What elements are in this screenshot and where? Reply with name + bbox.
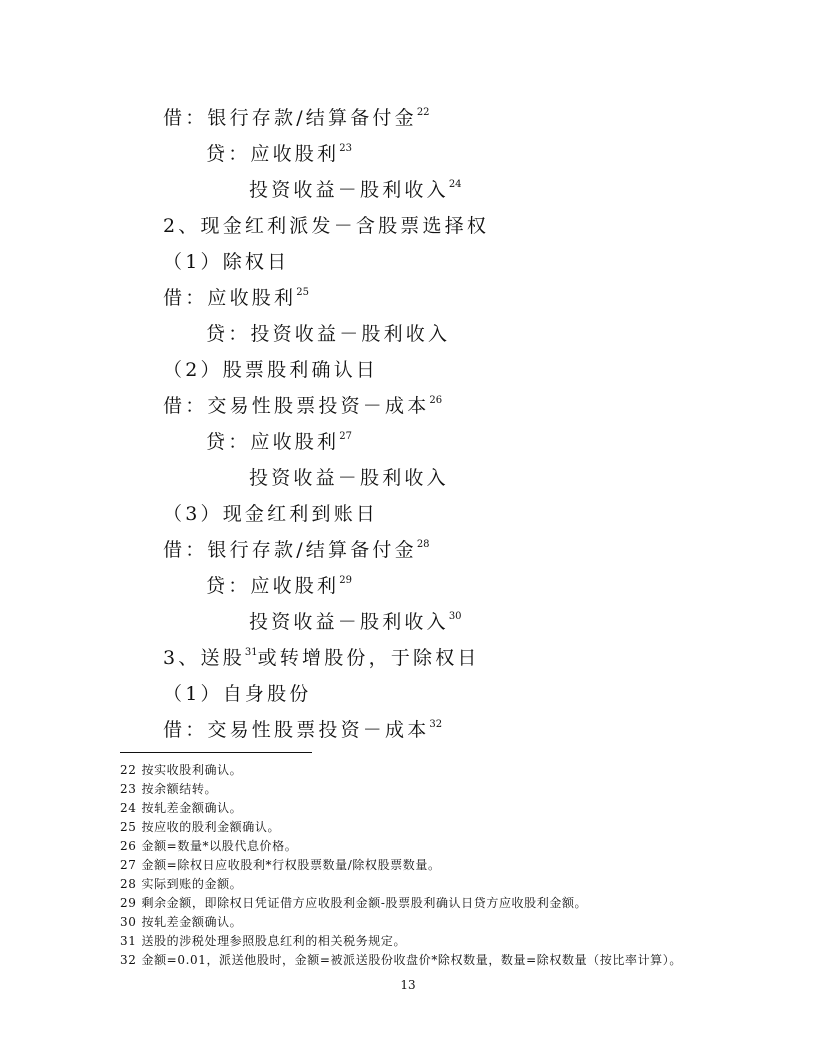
section-heading-3: 3、送股$^{31}$或转增股份，于除权日 [163, 647, 480, 669]
footnote: 26 金额=数量*以股代息价格。 [120, 839, 298, 853]
footnote-ref: 30 [448, 611, 462, 622]
footnote: 24 按轧差金额确认。 [120, 801, 243, 815]
entry-credit-investment-income: 投资收益－股利收入$^{24}$ [249, 179, 462, 201]
subsection-heading: （2）股票股利确认日 [163, 359, 379, 381]
footnote: 31 送股的涉税处理参照股息红利的相关税务规定。 [120, 934, 407, 948]
footnote-ref: 29 [339, 575, 352, 586]
page-number: 13 [400, 978, 416, 992]
footnote-ref: 22 [416, 107, 430, 118]
footnote-separator [120, 752, 312, 753]
footnote-ref: 26 [429, 395, 443, 406]
footnote: 25 按应收的股利金额确认。 [120, 820, 281, 834]
footnote: 22 按实收股利确认。 [120, 763, 243, 777]
footnote-ref: 25 [296, 287, 309, 298]
footnote: 23 按余额结转。 [120, 782, 218, 796]
footnote-ref: 28 [416, 539, 430, 550]
footnote-ref: 24 [448, 179, 462, 190]
entry-debit-trading-stock: 借：交易性股票投资－成本$^{26}$ [163, 395, 443, 417]
footnote: 30 按轧差金额确认。 [120, 915, 243, 929]
section-heading-2: 2、现金红利派发－含股票选择权 [163, 215, 490, 237]
footnote-ref: 31 [244, 647, 258, 658]
entry-credit-investment-income: 贷：投资收益－股利收入 [206, 323, 451, 345]
footnote-ref: 23 [339, 143, 352, 154]
entry-debit-bank-deposit: 借：银行存款/结算备付金$^{22}$ [163, 107, 430, 129]
footnote: 27 金额=除权日应收股利*行权股票数量/除权股票数量。 [120, 858, 441, 872]
entry-debit-dividend-receivable: 借：应收股利$^{25}$ [163, 287, 309, 309]
footnote: 28 实际到账的金额。 [120, 877, 243, 891]
entry-credit-investment-income: 投资收益－股利收入 [249, 467, 449, 489]
footnote: 32 金额=0.01，派送他股时，金额=被派送股份收盘价*除权数量，数量=除权数量（按比率计算）。 [120, 953, 682, 967]
entry-credit-dividend-receivable: 贷：应收股利$^{27}$ [206, 431, 352, 453]
entry-credit-dividend-receivable: 贷：应收股利$^{23}$ [206, 143, 352, 165]
footnote-ref: 32 [429, 719, 443, 730]
footnote-ref: 27 [339, 431, 352, 442]
subsection-heading: （1）除权日 [163, 251, 290, 273]
footnote: 29 剩余金额，即除权日凭证借方应收股利金额-股票股利确认日贷方应收股利金额。 [120, 896, 588, 910]
entry-debit-bank-deposit: 借：银行存款/结算备付金$^{28}$ [163, 539, 430, 561]
entry-credit-dividend-receivable: 贷：应收股利$^{29}$ [206, 575, 352, 597]
entry-debit-trading-stock: 借：交易性股票投资－成本$^{32}$ [163, 719, 443, 741]
subsection-heading: （1）自身股份 [163, 683, 312, 705]
subsection-heading: （3）现金红利到账日 [163, 503, 379, 525]
entry-credit-investment-income: 投资收益－股利收入$^{30}$ [249, 611, 462, 633]
